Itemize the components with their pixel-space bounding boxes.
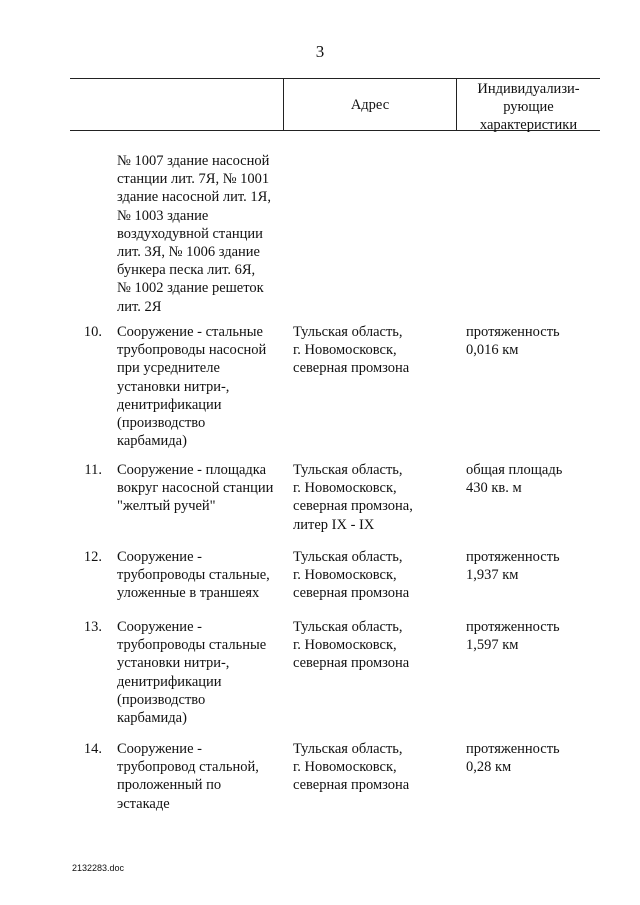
header-address: Адрес	[350, 97, 390, 113]
row-description: Сооружение - трубопроводы стальные установки нитри-, денитрификации (производство карбамида)	[117, 619, 267, 727]
continuation-text: № 1007 здание насосной станции лит. 7Я, № 1001 здание насосной лит. 1Я, № 1003 здание воздуходувной станции лит. 3Я, № 1006 здание бункера песка лит. 6Я, № 1002 здание решеток лит. 2Я	[117, 153, 271, 315]
row-characteristic: протяженность 0,28 км	[466, 741, 560, 776]
row-address: Тульская область, г. Новомосковск, северная промзона	[293, 619, 410, 672]
document-filename: 2132283.doc	[72, 863, 125, 873]
row-characteristic: протяженность 1,937 км	[466, 549, 560, 584]
row-number: 10.	[83, 324, 102, 340]
row-number: 13.	[83, 619, 102, 635]
row-characteristic: общая площадь 430 кв. м	[466, 462, 563, 497]
row-description: Сооружение - трубопровод стальной, проложенный по эстакаде	[117, 741, 259, 812]
row-characteristic: протяженность 1,597 км	[466, 619, 560, 654]
row-address: Тульская область, г. Новомосковск, северная промзона	[293, 549, 410, 602]
row-description: Сооружение - площадка вокруг насосной станции "желтый ручей"	[117, 462, 274, 515]
row-description: Сооружение - стальные трубопроводы насосной при усреднителе установки нитри-, денитрификации (производство карбамида)	[117, 324, 267, 450]
row-characteristic: протяженность 0,016 км	[466, 324, 560, 359]
row-number: 12.	[83, 549, 102, 565]
row-number: 14.	[83, 741, 102, 757]
table-top-rule	[70, 78, 600, 79]
header-characteristics: Индивидуализи- рующие характеристики	[477, 81, 580, 134]
row-address: Тульская область, г. Новомосковск, северная промзона, литер IX - IX	[293, 462, 413, 533]
row-address: Тульская область, г. Новомосковск, северная промзона	[293, 741, 410, 794]
row-description: Сооружение - трубопроводы стальные, уложенные в траншеях	[117, 549, 270, 602]
row-number: 11.	[84, 462, 102, 478]
page-number: 3	[315, 42, 325, 61]
row-address: Тульская область, г. Новомосковск, северная промзона	[293, 324, 410, 377]
